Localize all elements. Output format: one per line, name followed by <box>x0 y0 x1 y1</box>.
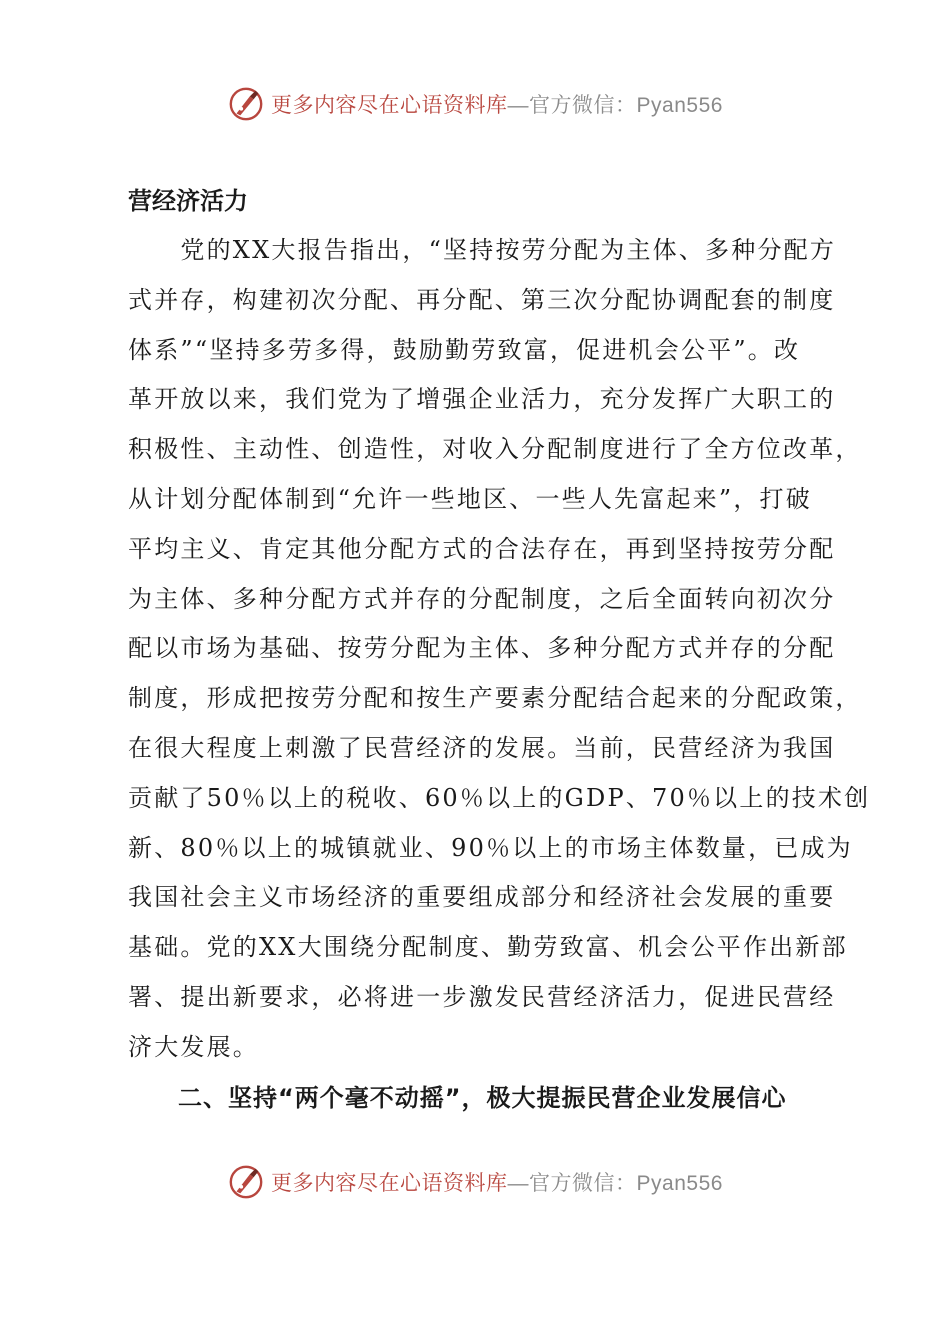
paragraph-line: 式并存，构建初次分配、再分配、第三次分配协调配套的制度 <box>128 285 836 314</box>
continued-heading: 营经济活力 <box>128 187 248 215</box>
watermark-text <box>271 89 723 119</box>
paragraph-line: 积极性、主动性、创造性，对收入分配制度进行了全方位改革， <box>128 435 862 464</box>
paragraph-line: 在很大程度上刺激了民营经济的发展。当前，民营经济为我国 <box>128 733 836 762</box>
watermark-contact-label: 官方微信： <box>529 94 637 117</box>
paragraph-line: 贡献了50％以上的税收、60％以上的GDP、70％以上的技术创 <box>128 783 871 812</box>
paragraph-line: 我国社会主义市场经济的重要组成部分和经济社会发展的重要 <box>128 883 836 912</box>
paragraph-line: 从计划分配体制到“允许一些地区、一些人先富起来”，打破 <box>128 484 812 513</box>
paragraph-line: 党的XX大报告指出，“坚持按劳分配为主体、多种分配方 <box>128 236 837 264</box>
watermark-title: 更多内容尽在心语资料库 <box>271 1171 508 1195</box>
watermark-title: 更多内容尽在心语资料库 <box>271 93 508 117</box>
watermark-contact-id: Pyan556 <box>636 1172 723 1195</box>
paragraph-line: 基础。党的XX大围绕分配制度、勤劳致富、机会公平作出新部 <box>128 933 848 962</box>
watermark-banner-bottom <box>0 1160 950 1204</box>
paragraph-line: 为主体、多种分配方式并存的分配制度，之后全面转向初次分 <box>128 584 836 613</box>
paragraph-line: 署、提出新要求，必将进一步激发民营经济活力，促进民营经 <box>128 982 836 1011</box>
watermark-banner-top <box>0 82 950 126</box>
watermark-contact-id: Pyan556 <box>636 94 723 117</box>
paragraph-line: 平均主义、肯定其他分配方式的合法存在，再到坚持按劳分配 <box>128 534 836 563</box>
watermark-dash: — <box>507 1172 530 1195</box>
watermark-dash: — <box>507 94 530 117</box>
paragraph-line: 革开放以来，我们党为了增强企业活力，充分发挥广大职工的 <box>128 385 836 414</box>
watermark-text <box>271 1167 723 1197</box>
pen-logo-icon <box>227 1163 265 1201</box>
paragraph-line: 配以市场为基础、按劳分配为主体、多种分配方式并存的分配 <box>128 634 836 663</box>
pen-logo-icon <box>227 85 265 123</box>
watermark-contact-label: 官方微信： <box>529 1172 637 1195</box>
paragraph-line: 体系”“坚持多劳多得，鼓励勤劳致富，促进机会公平”。改 <box>128 335 801 364</box>
document-body <box>128 176 871 1123</box>
paragraph-line: 新、80％以上的城镇就业、90％以上的市场主体数量，已成为 <box>128 833 853 862</box>
paragraph <box>128 226 871 1073</box>
section-heading: 二、坚持“两个毫不动摇”，极大提振民营企业发展信心 <box>178 1083 787 1112</box>
paragraph-line: 制度，形成把按劳分配和按生产要素分配结合起来的分配政策， <box>128 684 862 713</box>
paragraph-line: 济大发展。 <box>128 1032 259 1061</box>
